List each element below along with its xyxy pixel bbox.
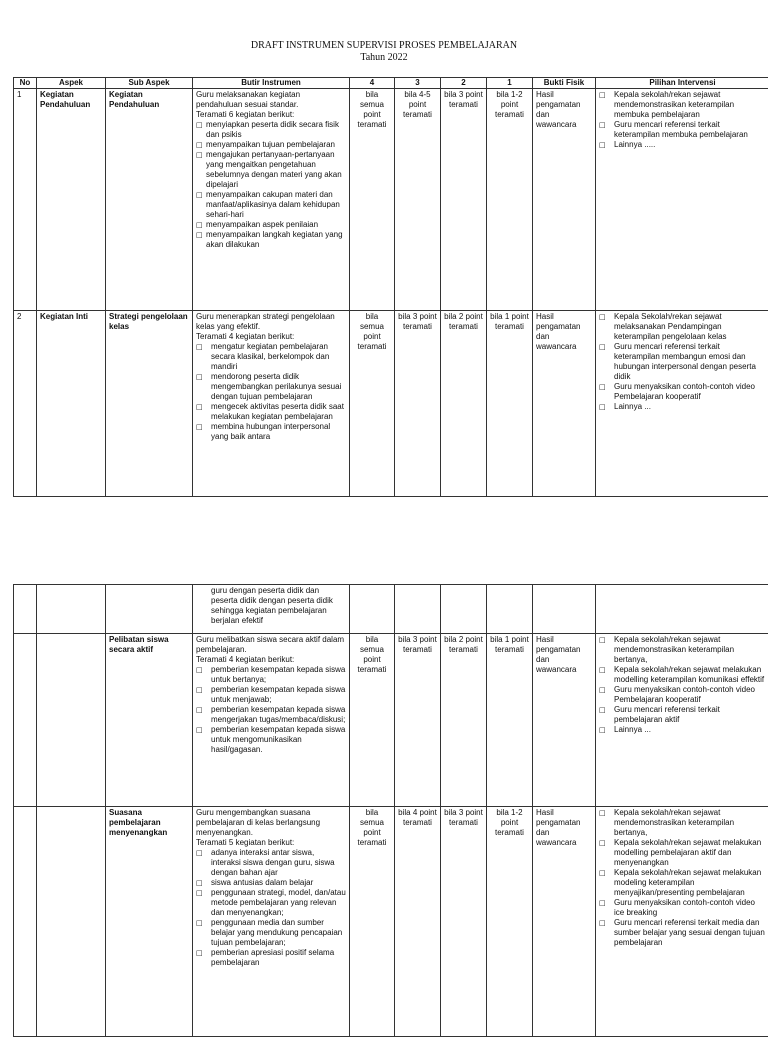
header-butir-instrumen: Butir Instrumen — [193, 78, 350, 89]
document-title: DRAFT INSTRUMEN SUPERVISI PROSES PEMBELAJARAN — [0, 40, 768, 51]
header-bukti-fisik: Bukti Fisik — [533, 78, 596, 89]
score-2-cell: bila 2 point teramati — [441, 311, 487, 497]
list-item: □ Lainnya ... — [599, 402, 766, 412]
score-4-cell: bila semua point teramati — [350, 634, 395, 807]
butir-intro: Guru menerapkan strategi pengelolaan kelas yang efektif. — [196, 312, 346, 332]
score-4-cell: bila semua point teramati — [350, 89, 395, 311]
intervensi-list — [599, 635, 766, 735]
header-aspek: Aspek — [37, 78, 106, 89]
row-butir-instrumen — [193, 634, 350, 807]
list-item: □ pemberian kesempatan kepada siswa untuk bertanya; — [196, 665, 346, 685]
header-no: No — [14, 78, 37, 89]
bukti-fisik-cell: Hasil pengamatan dan wawancara — [533, 311, 596, 497]
header-pilihan-intervensi: Pilihan Intervensi — [596, 78, 768, 89]
butir-intro: Guru melibatkan siswa secara aktif dalam pembelajaran. — [196, 635, 346, 655]
list-item: □ siswa antusias dalam belajar — [196, 878, 346, 888]
bukti-fisik-cell: Hasil pengamatan dan wawancara — [533, 89, 596, 311]
list-item: □ pemberian kesempatan kepada siswa mengerjakan tugas/membaca/diskusi; — [196, 705, 346, 725]
score-3-cell: bila 4-5 point teramati — [395, 89, 441, 311]
list-item: □ Kepala Sekolah/rekan sejawat melaksanakan Pendampingan keterampilan pengelolaan kelas — [599, 312, 766, 342]
list-item: □ Guru menyaksikan contoh-contoh video ice breaking — [599, 898, 766, 918]
butir-intro: Guru melaksanakan kegiatan pendahuluan sesuai standar. — [196, 90, 346, 110]
row-butir-instrumen — [193, 807, 350, 1037]
list-item: □ adanya interaksi antar siswa, interaksi siswa dengan guru, siswa dengan bahan ajar — [196, 848, 346, 878]
supervision-table-page2 — [13, 584, 768, 1037]
butir-list — [196, 665, 346, 755]
score-1-cell: bila 1-2 point teramati — [487, 807, 533, 1037]
list-item: □ menyampaikan langkah kegiatan yang akan dilakukan — [196, 230, 346, 250]
supervision-table-page1 — [13, 77, 768, 497]
score-4-cell: bila semua point teramati — [350, 311, 395, 497]
score-2-cell: bila 2 point teramati — [441, 634, 487, 807]
intervensi-list — [599, 312, 766, 412]
row-aspek: Kegiatan Pendahuluan — [37, 89, 106, 311]
butir-list — [196, 120, 346, 250]
row-butir-instrumen — [193, 89, 350, 311]
row-sub-aspek: Suasana pembelajaran menyenangkan — [106, 807, 193, 1037]
list-item: □ menyampaikan tujuan pembelajaran — [196, 140, 346, 150]
intervensi-list — [599, 808, 766, 948]
list-item: □ pemberian kesempatan kepada siswa untuk menjawab; — [196, 685, 346, 705]
continuation-text: guru dengan peserta didik dan peserta didik dengan peserta didik sehingga kegiatan pembelajaran berjalan efektif — [193, 585, 350, 634]
list-item: □ mendorong peserta didik mengembangkan perilakunya sesuai dengan tujuan pembelajaran — [196, 372, 346, 402]
intervensi-cell — [596, 807, 768, 1037]
list-item: □ Kepala sekolah/rekan sejawat melakukan modelling keterampilan komunikasi effektif — [599, 665, 766, 685]
row-sub-aspek: Strategi pengelolaan kelas — [106, 311, 193, 497]
table-row — [14, 311, 768, 497]
intervensi-cell — [596, 311, 768, 497]
list-item: □ Kepala sekolah/rekan sejawat melakukan modeling keterampilan menyajikan/presenting pembelajaran — [599, 868, 766, 898]
header-score-1: 1 — [487, 78, 533, 89]
butir-subtitle: Teramati 5 kegiatan berikut: — [196, 838, 346, 848]
list-item: □ Kepala sekolah/rekan sejawat mendemonstrasikan keterampilan membuka pembelajaran — [599, 90, 766, 120]
intervensi-cell — [596, 634, 768, 807]
list-item: □ Guru mencari referensi terkait keterampilan membuka pembelajaran — [599, 120, 766, 140]
row-butir-instrumen — [193, 311, 350, 497]
intervensi-cell — [596, 89, 768, 311]
score-3-cell: bila 3 point teramati — [395, 311, 441, 497]
table-row — [14, 89, 768, 311]
continuation-row — [14, 585, 768, 634]
list-item: □ membina hubungan interpersonal yang baik antara — [196, 422, 346, 442]
butir-subtitle: Teramati 6 kegiatan berikut: — [196, 110, 346, 120]
score-1-cell: bila 1 point teramati — [487, 634, 533, 807]
table-row — [14, 807, 768, 1037]
list-item: □ menyampaikan aspek penilaian — [196, 220, 346, 230]
row-aspek: Kegiatan Inti — [37, 311, 106, 497]
row-sub-aspek: Kegiatan Pendahuluan — [106, 89, 193, 311]
bukti-fisik-cell: Hasil pengamatan dan wawancara — [533, 807, 596, 1037]
bukti-fisik-cell: Hasil pengamatan dan wawancara — [533, 634, 596, 807]
row-sub-aspek: Pelibatan siswa secara aktif — [106, 634, 193, 807]
list-item: □ Lainnya ..... — [599, 140, 766, 150]
list-item: □ mengajukan pertanyaan-pertanyaan yang mengaitkan pengetahuan sebelumnya dengan materi yang akan dipelajari — [196, 150, 346, 190]
list-item: □ mengecek aktivitas peserta didik saat melakukan kegiatan pembelajaran — [196, 402, 346, 422]
list-item: □ Guru mencari referensi terkait pembelajaran aktif — [599, 705, 766, 725]
list-item: □ Kepala sekolah/rekan sejawat mendemonstrasikan keterampilan bertanya, — [599, 808, 766, 838]
header-score-4: 4 — [350, 78, 395, 89]
score-2-cell: bila 3 point teramati — [441, 89, 487, 311]
list-item: □ mengatur kegiatan pembelajaran secara klasikal, berkelompok dan mandiri — [196, 342, 346, 372]
score-4-cell: bila semua point teramati — [350, 807, 395, 1037]
list-item: □ menyampaikan cakupan materi dan manfaat/aplikasinya dalam kehidupan sehari-hari — [196, 190, 346, 220]
score-3-cell: bila 4 point teramati — [395, 807, 441, 1037]
header-score-2: 2 — [441, 78, 487, 89]
list-item: □ Lainnya ... — [599, 725, 766, 735]
list-item: □ penggunaan media dan sumber belajar yang mendukung pencapaian tujuan pembelajaran; — [196, 918, 346, 948]
score-2-cell: bila 3 point teramati — [441, 807, 487, 1037]
list-item: □ Kepala sekolah/rekan sejawat mendemonstrasikan keterampilan bertanya, — [599, 635, 766, 665]
row-no: 1 — [14, 89, 37, 311]
butir-subtitle: Teramati 4 kegiatan berikut: — [196, 655, 346, 665]
butir-list — [196, 848, 346, 968]
list-item: □ penggunaan strategi, model, dan/atau metode pembelajaran yang relevan dan menyenangkan; — [196, 888, 346, 918]
list-item: □ Kepala sekolah/rekan sejawat melakukan modelling pembelajaran aktif dan menyenangkan — [599, 838, 766, 868]
header-row — [14, 78, 768, 89]
list-item: □ Guru menyaksikan contoh-contoh video Pembelajaran kooperatif — [599, 382, 766, 402]
butir-subtitle: Teramati 4 kegiatan berikut: — [196, 332, 346, 342]
list-item: □ Guru mencari referensi terkait keterampilan membangun emosi dan hubungan interpersonal dengan peserta didik — [599, 342, 766, 382]
score-1-cell: bila 1-2 point teramati — [487, 89, 533, 311]
score-1-cell: bila 1 point teramati — [487, 311, 533, 497]
list-item: □ Guru menyaksikan contoh-contoh video Pembelajaran kooperatif — [599, 685, 766, 705]
list-item: □ Guru mencari referensi terkait media dan sumber belajar yang sesuai dengan tujuan pembelajaran — [599, 918, 766, 948]
butir-intro: Guru mengembangkan suasana pembelajaran di kelas berlangsung menyenangkan. — [196, 808, 346, 838]
intervensi-list — [599, 90, 766, 150]
score-3-cell: bila 3 point teramati — [395, 634, 441, 807]
list-item: □ pemberian kesempatan kepada siswa untuk mengomunikasikan hasil/gagasan. — [196, 725, 346, 755]
header-score-3: 3 — [395, 78, 441, 89]
butir-list — [196, 342, 346, 442]
table-row — [14, 634, 768, 807]
list-item: □ menyiapkan peserta didik secara fisik dan psikis — [196, 120, 346, 140]
header-sub-aspek: Sub Aspek — [106, 78, 193, 89]
document-year: Tahun 2022 — [0, 52, 768, 63]
list-item: □ pemberian apresiasi positif selama pembelajaran — [196, 948, 346, 968]
row-no: 2 — [14, 311, 37, 497]
